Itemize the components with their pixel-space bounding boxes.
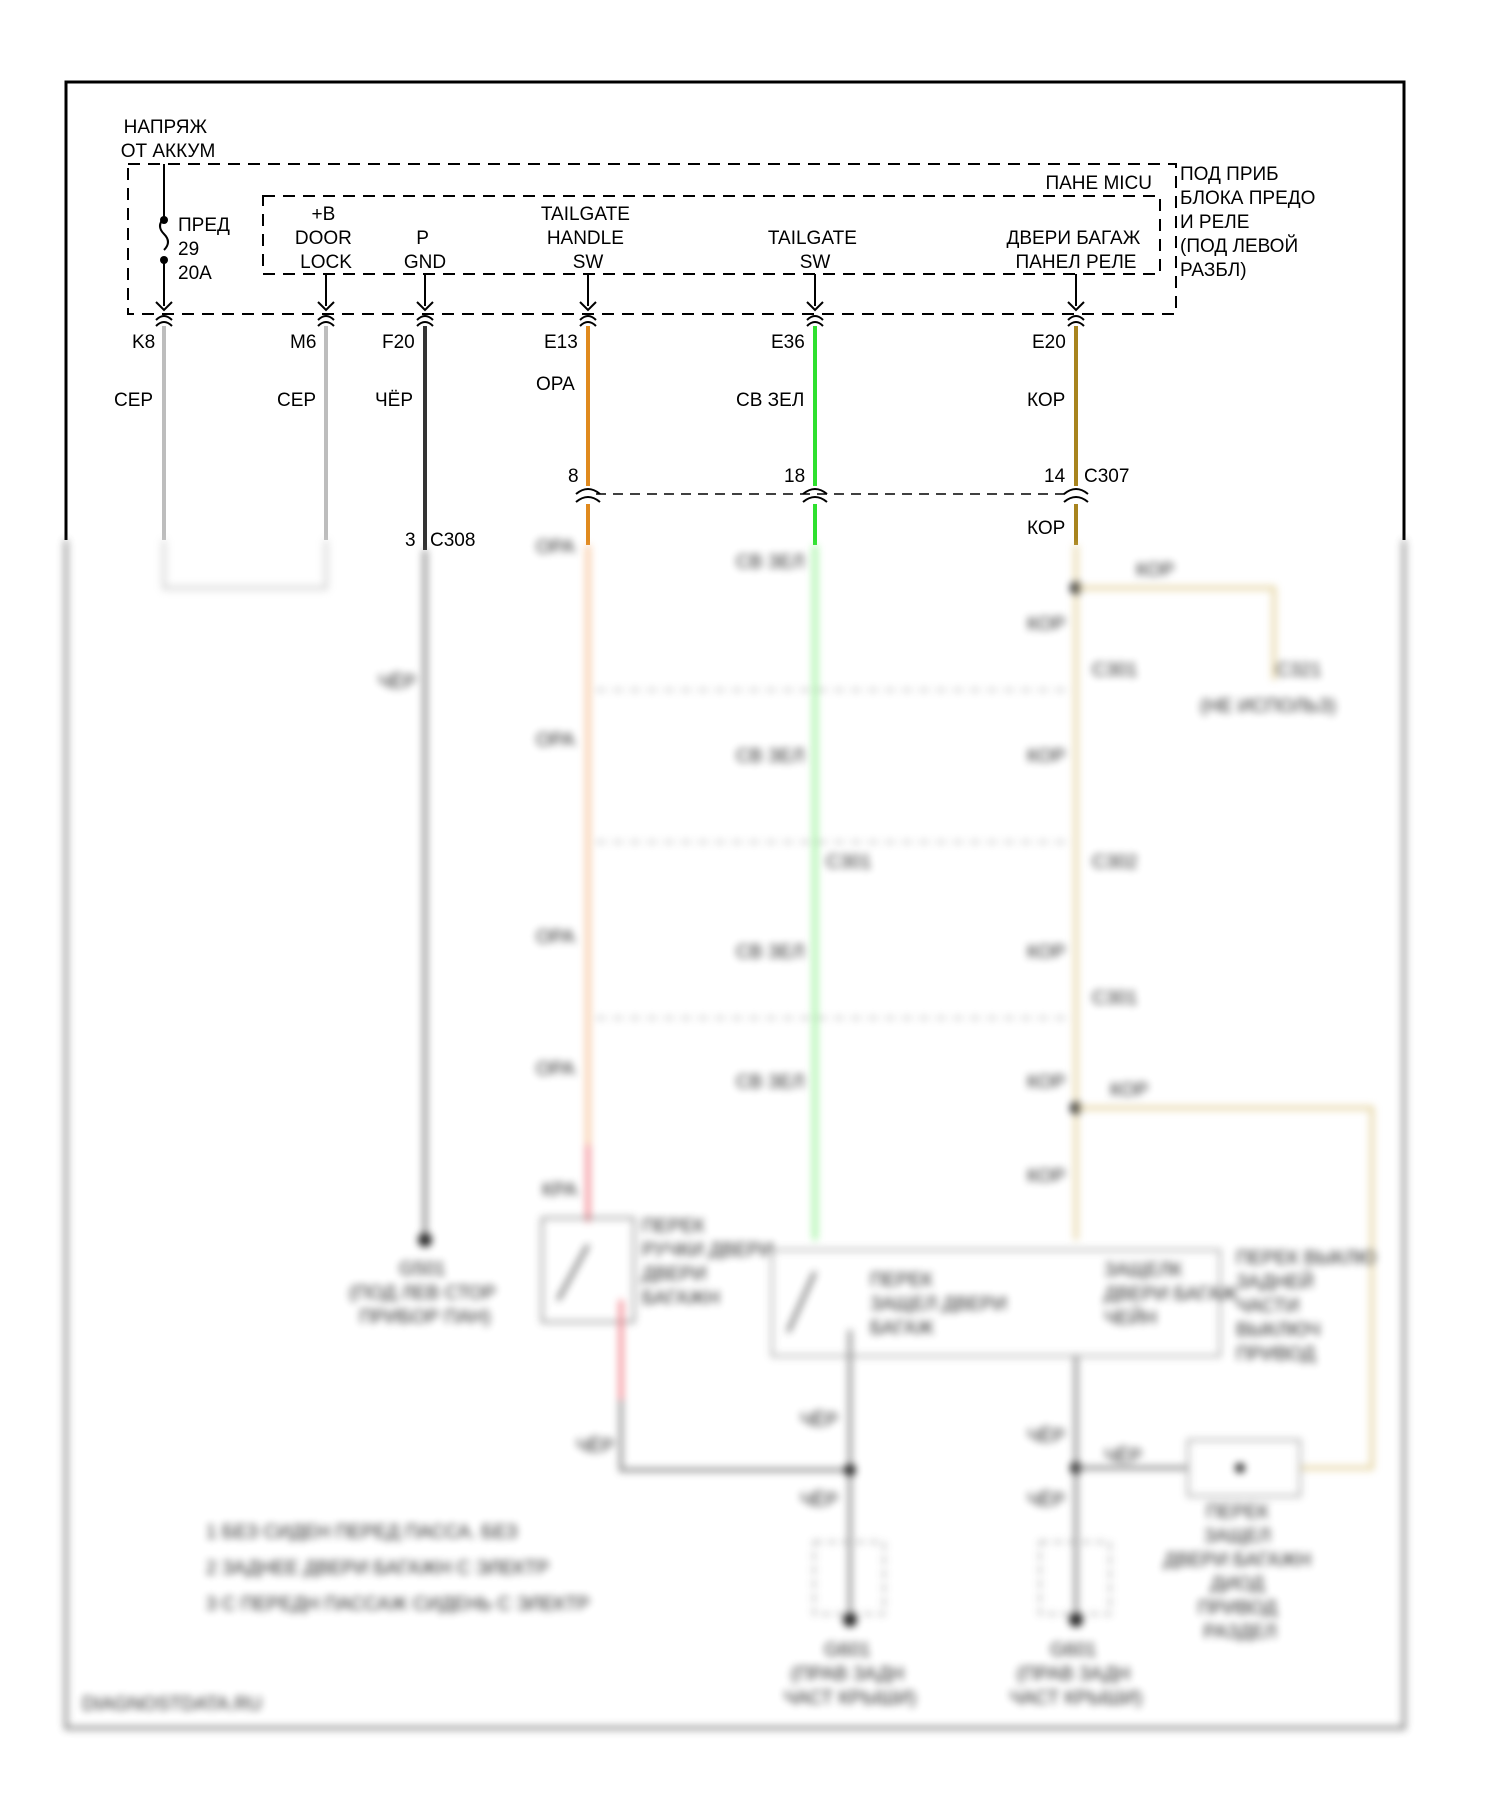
terminal-f20: [417, 274, 433, 550]
svg-text:ЧЁР: ЧЁР: [576, 1436, 615, 1457]
terminal-label-tailgate-relay: ДВЕРИ БАГАЖ ПАНЕЛ РЕЛЕ: [1006, 228, 1141, 273]
pin-e20: E20: [1032, 332, 1066, 353]
pin-e13: E13: [544, 332, 578, 353]
c307-pin-18: [803, 489, 827, 502]
svg-text:КОР: КОР: [1027, 1166, 1066, 1187]
terminal-e36: [807, 274, 823, 486]
svg-text:1 БЕЗ СИДЕН ПЕРЕД ПАССА. БЕЗ: 1 БЕЗ СИДЕН ПЕРЕД ПАССА. БЕЗ 2 ЗАДНЕЕ ДВЕРИ БАГАЖН С ЭЛЕКТР 3 С ПЕРЕДН ПАССАЖ СИДЕНЬ С ЭЛЕКТР: [206, 1522, 590, 1615]
pin-k8: K8: [132, 332, 156, 353]
svg-text:СВ ЗЕЛ: СВ ЗЕЛ: [736, 746, 805, 767]
wire-label-below-c307: КОР: [1027, 518, 1066, 539]
terminal-label-tailgate-handle-sw: TAILGATE HANDLE SW: [540, 204, 630, 273]
battery-label: НАПРЯЖ ОТ АККУМ: [120, 117, 216, 162]
terminal-label-tailgate-sw: TAILGATE SW: [767, 228, 857, 273]
micu-label: ПАНЕ MICU: [1045, 173, 1152, 194]
c307-pin-label-14: 14: [1044, 466, 1066, 487]
svg-text:ОРА: ОРА: [536, 730, 575, 751]
c308-name: C308: [430, 530, 476, 551]
svg-text:КОР: КОР: [1027, 1072, 1066, 1093]
svg-text:СВ ЗЕЛ: СВ ЗЕЛ: [736, 552, 805, 573]
svg-text:КРА: КРА: [542, 1180, 578, 1201]
svg-text:C301: C301: [1092, 988, 1138, 1009]
wire-label-e36: СВ ЗЕЛ: [736, 390, 805, 411]
svg-text:C301: C301: [1092, 660, 1138, 681]
svg-text:C302: C302: [1092, 852, 1138, 873]
svg-text:СВ ЗЕЛ: СВ ЗЕЛ: [736, 1072, 805, 1093]
svg-text:DIAGNOSTDATA.RU: DIAGNOSTDATA.RU: [82, 1694, 262, 1715]
svg-text:КОР: КОР: [1136, 560, 1175, 581]
wire-label-e20: КОР: [1027, 390, 1066, 411]
svg-text:(НЕ ИСПОЛЬЗ): (НЕ ИСПОЛЬЗ): [1200, 696, 1337, 717]
svg-text:ОРА: ОРА: [536, 1059, 575, 1080]
terminal-label-p-gnd: P GND: [403, 228, 447, 273]
terminal-k8: [156, 316, 172, 540]
svg-text:КОР: КОР: [1027, 746, 1066, 767]
svg-text:ЧЁР: ЧЁР: [1027, 1426, 1066, 1447]
svg-text:ОРА: ОРА: [536, 927, 575, 948]
terminal-e13: [580, 274, 596, 486]
svg-text:C301: C301: [826, 852, 872, 873]
wire-label-k8: СЕР: [114, 390, 154, 411]
fuse-29: [156, 164, 172, 310]
c307-pin-8: [576, 489, 600, 502]
svg-text:ПЕРЕК ВЫКЛЮ ЗАДНЕЙ: ПЕРЕК ВЫКЛЮ ЗАДНЕЙ ЧАСТИ ВЫКЛЮЧ ПРИВОД: [1236, 1248, 1377, 1365]
blurred-lower-region: [66, 537, 1404, 1728]
wire-label-f20: ЧЁР: [375, 390, 414, 411]
svg-text:КОР: КОР: [1110, 1080, 1149, 1101]
diagram-frame-top: [66, 82, 1404, 540]
c307-pin-label-8: 8: [568, 466, 579, 487]
svg-text:КОР: КОР: [1027, 942, 1066, 963]
fuse-label: ПРЕД 29 20A: [178, 215, 230, 284]
c307-pin-label-18: 18: [784, 466, 806, 487]
svg-text:КОР: КОР: [1027, 614, 1066, 635]
pin-e36: E36: [771, 332, 805, 353]
svg-text:ПЕРЕК РУЧКИ ДВЕРИ: ПЕРЕК РУЧКИ ДВЕРИ ДВЕРИ БАГАЖН: [642, 1216, 774, 1309]
svg-text:G601 (ПРАВ ЗАДН ЧА: G601 (ПРАВ ЗАДН ЧАСТ КРЫШИ): [783, 1640, 917, 1709]
svg-text:ЧЁР: ЧЁР: [800, 1490, 839, 1511]
svg-text:ЧЁР: ЧЁР: [1104, 1446, 1143, 1467]
svg-text:СВ ЗЕЛ: СВ ЗЕЛ: [736, 942, 805, 963]
pin-m6: M6: [290, 332, 317, 353]
fuse-box-label: ПОД ПРИБ БЛОКА ПРЕДО И РЕЛЕ (ПОД ЛЕВОЙ РАЗБЛ): [1180, 164, 1316, 281]
terminal-label-door-lock: +B DOOR LOCK: [294, 204, 352, 273]
c307-pin-14: [1064, 489, 1088, 502]
pin-f20: F20: [382, 332, 415, 353]
svg-text:G601 (ПРАВ ЗАДН ЧА: G601 (ПРАВ ЗАДН ЧАСТ КРЫШИ): [1009, 1640, 1143, 1709]
svg-text:ПЕРЕК ЗАЩЕЛ ДВЕРИ: ПЕРЕК ЗАЩЕЛ ДВЕРИ БАГАЖН ДИОД ПРИВОД РАЗДЕЛ: [1163, 1502, 1312, 1643]
svg-text:ЧЁР: ЧЁР: [1027, 1490, 1066, 1511]
c307-name: C307: [1084, 466, 1130, 487]
terminal-e20: [1068, 274, 1084, 486]
svg-text:C321: C321: [1276, 660, 1322, 681]
wire-label-e13: ОРА: [536, 374, 575, 395]
svg-text:ЧЁР: ЧЁР: [378, 672, 417, 693]
c308-pin: 3: [405, 530, 416, 551]
wire-label-m6: СЕР: [277, 390, 317, 411]
svg-text:ЗАЩЕЛК ДВЕРИ БАГАЖ: ЗАЩЕЛК ДВЕРИ БАГАЖ ЧЕЙН: [1104, 1260, 1238, 1329]
svg-text:ЧЁР: ЧЁР: [800, 1410, 839, 1431]
svg-text:G501 (ПОД ЛЕВ СТОР: G501 (ПОД ЛЕВ СТОР ПРИБОР ПАН): [348, 1259, 496, 1328]
svg-text:ОРА: ОРА: [536, 537, 575, 558]
svg-text:ПЕРЕК ЗАЩЕЛ ДВЕРИ: ПЕРЕК ЗАЩЕЛ ДВЕРИ БАГАЖ: [870, 1270, 1007, 1339]
